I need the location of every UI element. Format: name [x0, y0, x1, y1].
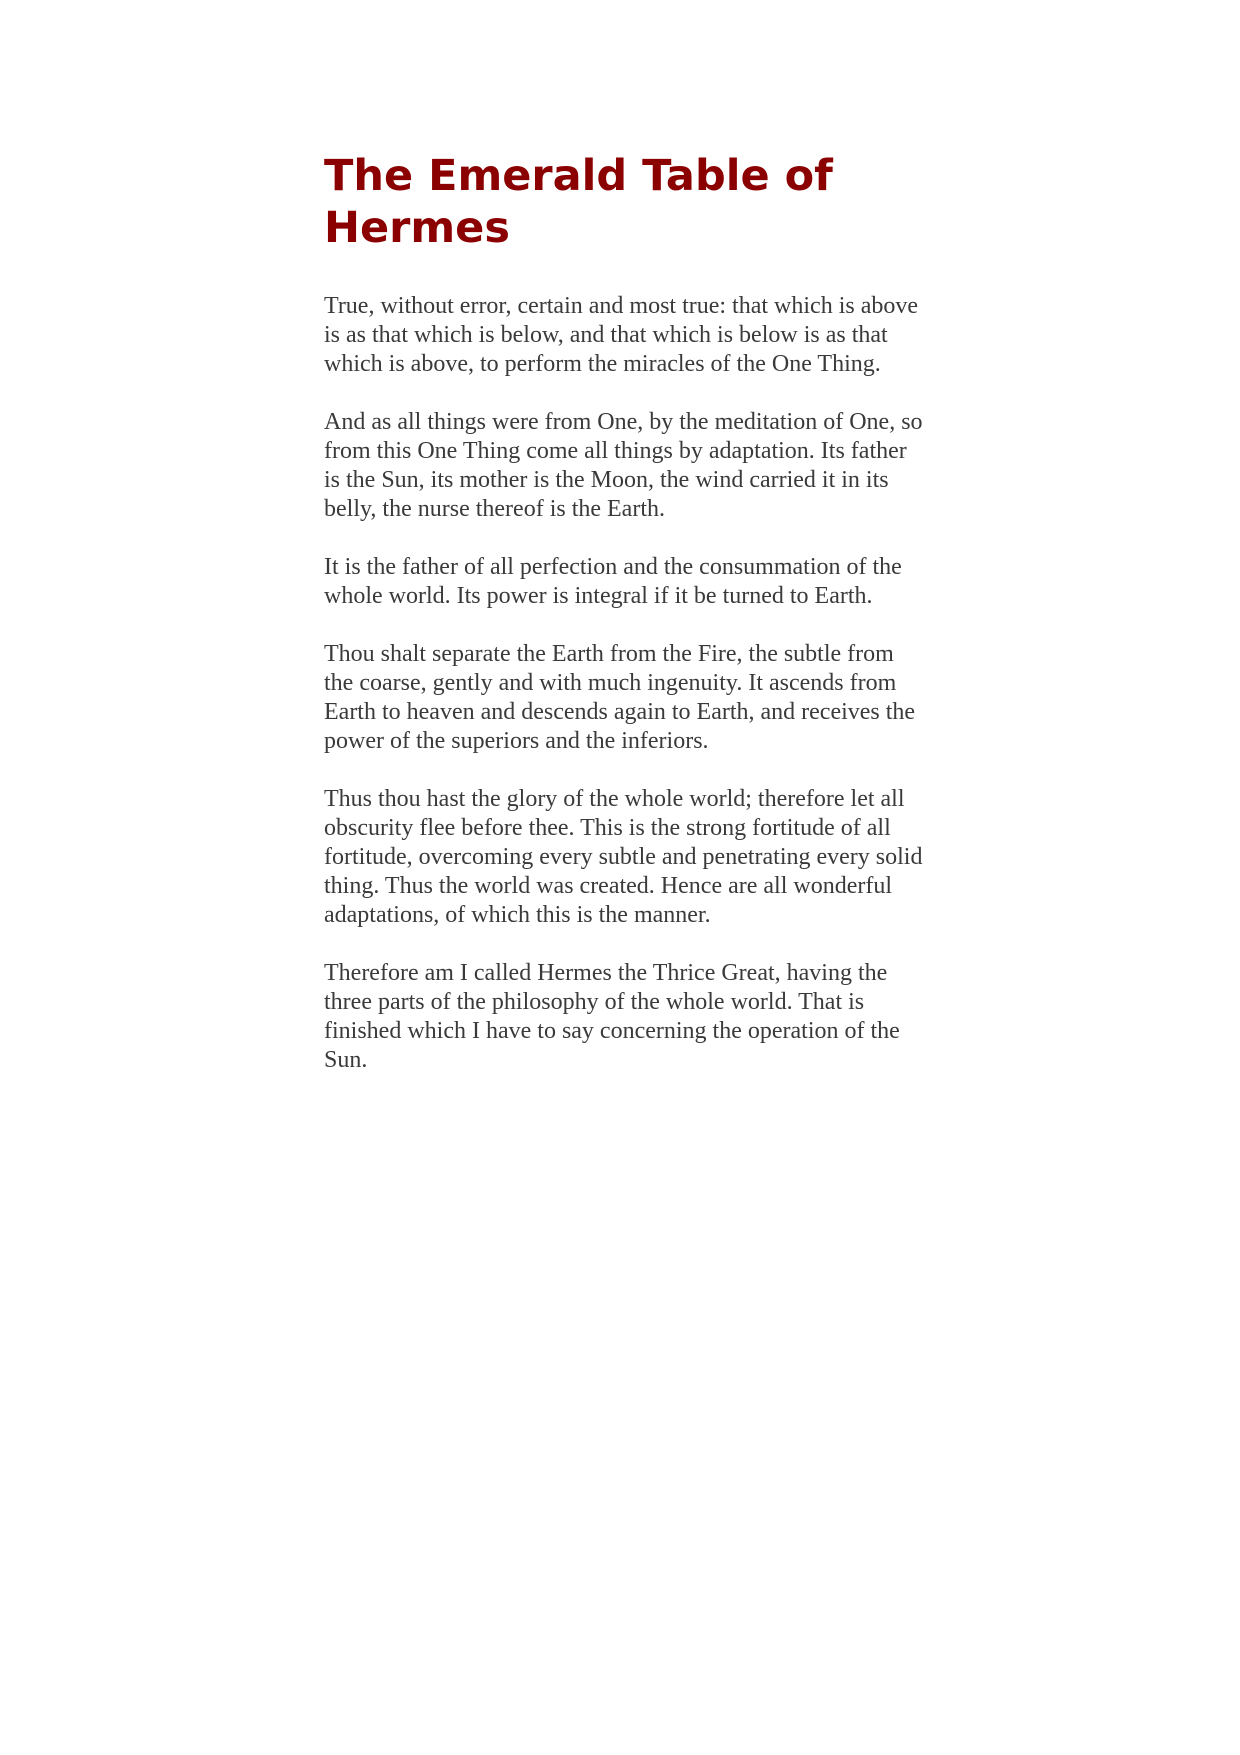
- paragraph-1: True, without error, certain and most true: that which is above is as that which is below, and that which is below is as that which is above, to perform the miracles of the One Thing.: [324, 293, 919, 377]
- document-page: [324, 150, 924, 1104]
- paragraph-5: Thus thou hast the glory of the whole world; therefore let all obscurity flee before thee. This is the strong fortitude of all fortitude, overcoming every subtle and penetrating every solid thing. Thus the world was created. Hence are all wonderful adaptations, of which this is the manner.: [324, 786, 923, 928]
- paragraph-6: Therefore am I called Hermes the Thrice Great, having the three parts of the philosophy of the whole world. That is finished which I have to say concerning the operation of the Sun.: [324, 960, 900, 1073]
- paragraph-3: It is the father of all perfection and the consummation of the whole world. Its power is integral if it be turned to Earth.: [324, 554, 902, 609]
- document-title: The Emerald Table of Hermes: [324, 151, 833, 253]
- paragraph-4: Thou shalt separate the Earth from the Fire, the subtle from the coarse, gently and with much ingenuity. It ascends from Earth to heaven and descends again to Earth, and receives the power of the superiors and the inferiors.: [324, 641, 916, 754]
- paragraph-2: And as all things were from One, by the meditation of One, so from this One Thing come all things by adaptation. Its father is the Sun, its mother is the Moon, the wind carried it in its belly, the nurse thereof is the Earth.: [324, 409, 923, 522]
